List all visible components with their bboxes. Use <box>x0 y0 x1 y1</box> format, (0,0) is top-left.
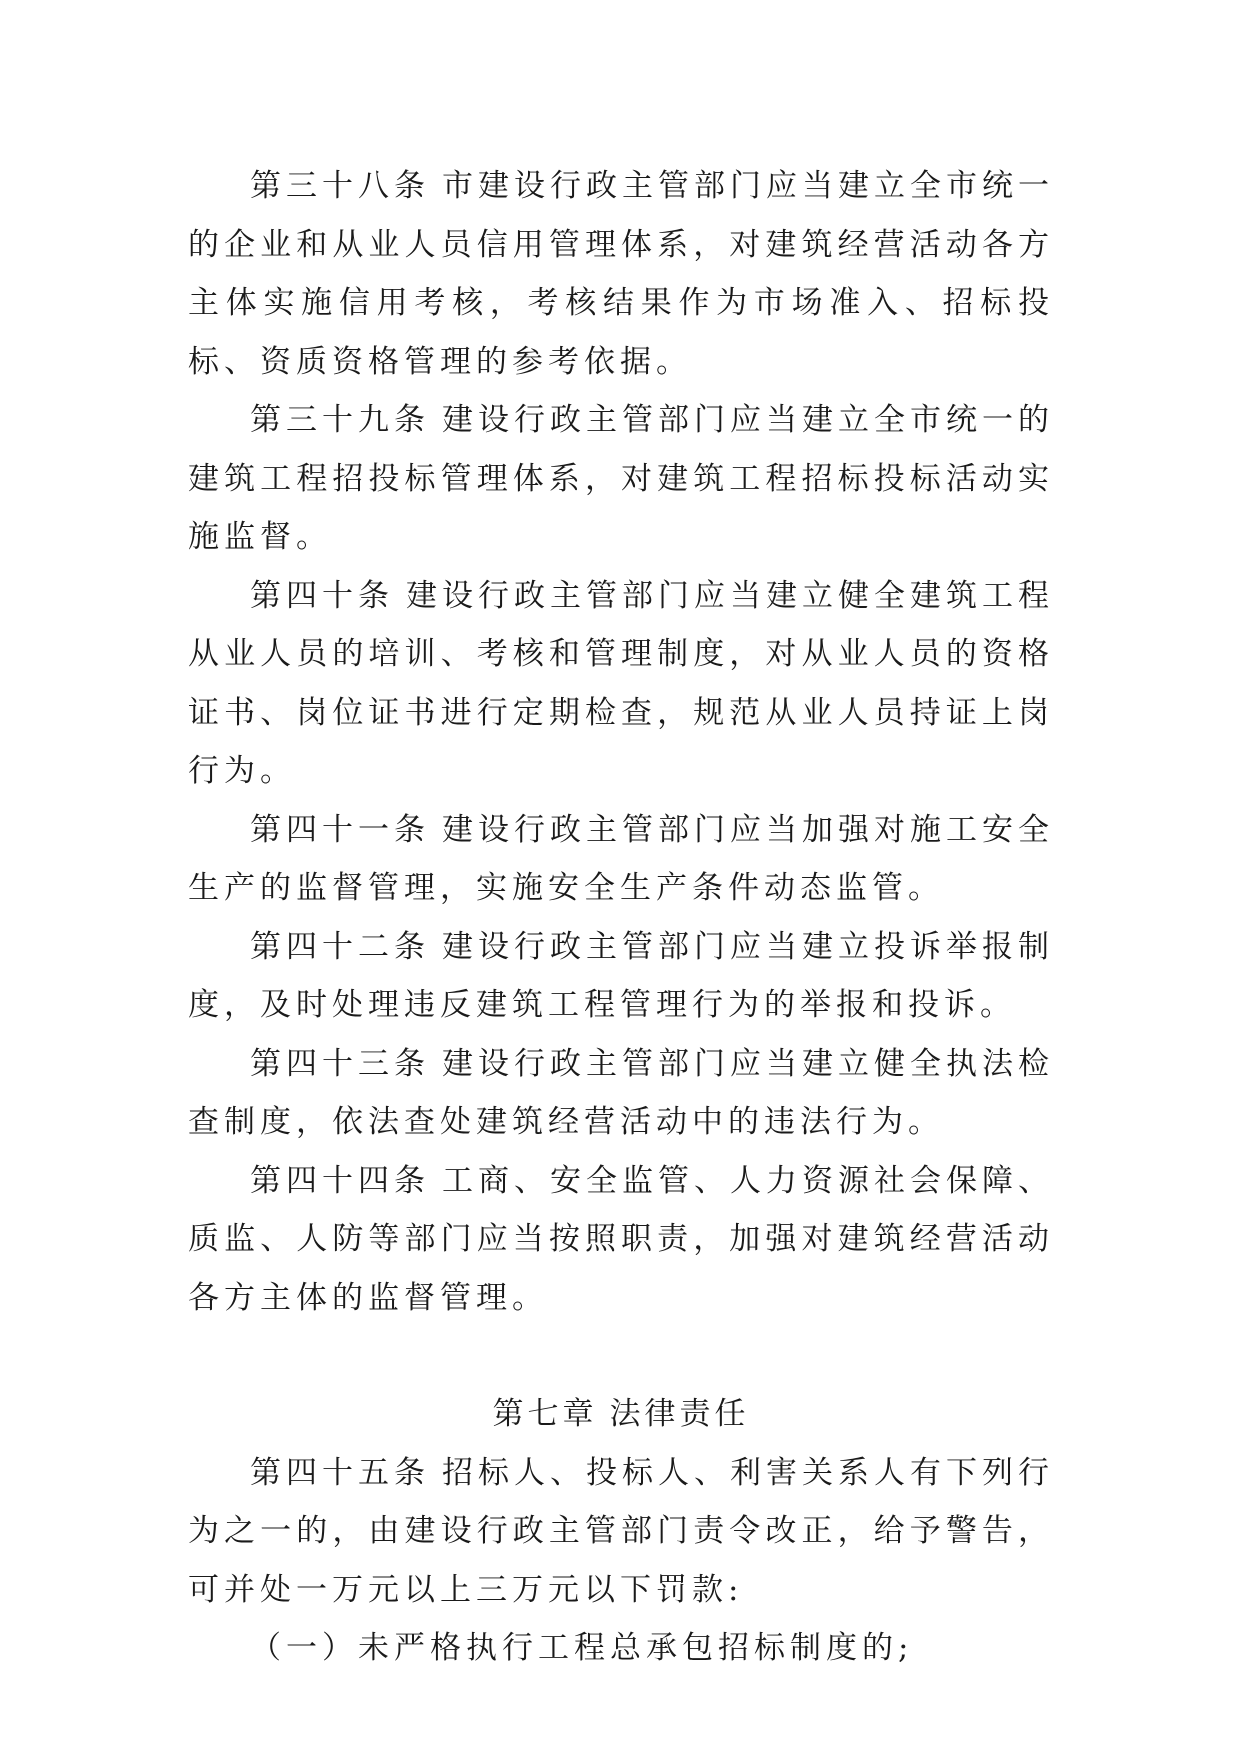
list-item: （一）未严格执行工程总承包招标制度的; <box>250 1630 914 1666</box>
article-number: 第四十二条 <box>250 928 430 965</box>
article-45 <box>188 1444 1054 1620</box>
article-text: 市建设行政主管部门应当建立全市统一的企业和从业人员信用管理体系，对建筑经营活动各方主体实施信用考核，考核结果作为市场准入、招标投标、资质资格管理的参考依据。 <box>188 168 1054 380</box>
article-39 <box>188 391 1054 567</box>
article-text: 建设行政主管部门应当建立健全建筑工程从业人员的培训、考核和管理制度，对从业人员的资格证书、岗位证书进行定期检查，规范从业人员持证上岗行为。 <box>188 577 1054 789</box>
article-38 <box>188 157 1054 391</box>
article-number: 第四十五条 <box>250 1454 430 1491</box>
article-number: 第四十三条 <box>250 1045 430 1082</box>
chapter-number: 第七章 <box>492 1396 598 1432</box>
document-body <box>188 157 1054 1678</box>
article-number: 第四十一条 <box>250 811 430 848</box>
article-text: 招标人、投标人、利害关系人有下列行为之一的，由建设行政主管部门责令改正，给予警告，可并处一万元以上三万元以下罚款: <box>188 1454 1054 1608</box>
article-41 <box>188 801 1054 918</box>
article-44 <box>188 1152 1054 1328</box>
article-text: 建设行政主管部门应当建立全市统一的建筑工程招投标管理体系，对建筑工程招标投标活动实施监督。 <box>188 402 1054 555</box>
article-text: 建设行政主管部门应当加强对施工安全生产的监督管理，实施安全生产条件动态监管。 <box>188 811 1054 906</box>
chapter-title: 法律责任 <box>609 1396 750 1432</box>
article-42 <box>188 918 1054 1035</box>
article-40 <box>188 567 1054 801</box>
chapter-heading <box>188 1385 1054 1444</box>
article-43 <box>188 1035 1054 1152</box>
article-text: 工商、安全监管、人力资源社会保障、质监、人防等部门应当按照职责，加强对建筑经营活动各方主体的监督管理。 <box>188 1162 1054 1316</box>
article-number: 第三十八条 <box>250 168 430 204</box>
article-number: 第三十九条 <box>250 402 430 438</box>
article-text: 建设行政主管部门应当建立投诉举报制度，及时处理违反建筑工程管理行为的举报和投诉。 <box>188 928 1054 1023</box>
article-number: 第四十四条 <box>250 1162 430 1199</box>
article-text: 建设行政主管部门应当建立健全执法检查制度，依法查处建筑经营活动中的违法行为。 <box>188 1045 1054 1140</box>
article-number: 第四十条 <box>250 577 394 614</box>
